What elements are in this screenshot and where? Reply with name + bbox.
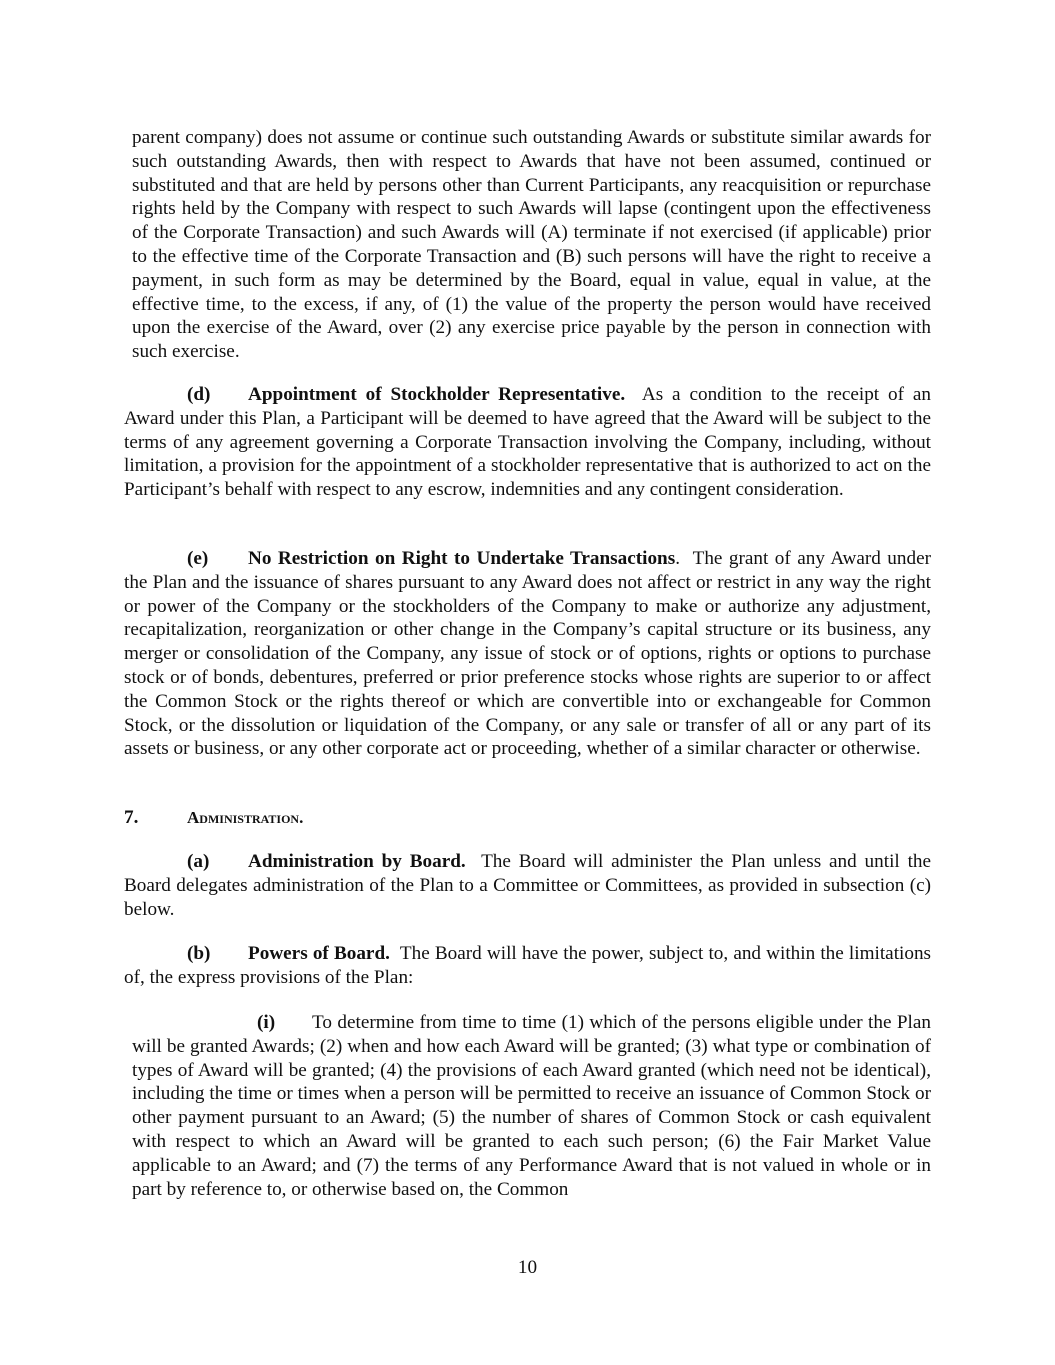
paragraph-section-a	[124, 850, 931, 921]
continuation-paragraph: parent company) does not assume or continue such outstanding Awards or substitute similar awards for such outstanding Awards, then with respect to Awards that have not been assumed, continued or substituted and that are held by persons other than Current Participants, any reacquisition or repurchase rights held by the Company with respect to such Awards will lapse (contingent upon the effectiveness of the Corporate Transaction) and such Awards will (A) terminate if not exercised (if applicable) prior to the effective time of the Corporate Transaction and (B) such persons will have the right to receive a payment, in such form as may be determined by the Board, equal in value, equal in value, at the effective time, to the excess, if any, of (1) the value of the property the person would have received upon the exercise of the Award, over (2) any exercise price payable by the person in connection with such exercise.	[132, 127, 931, 363]
section-e-number: (e)	[187, 548, 209, 569]
paragraph-section-b	[124, 942, 931, 990]
section-7-title: Administration.	[187, 808, 304, 827]
section-7-heading	[124, 806, 303, 830]
paragraph-section-i	[132, 1011, 931, 1201]
section-e-body: The grant of any Award under the Plan and the issuance of shares pursuant to any Award does not affect or restrict in any way the right or power of the Company or the stockholders of the Company to make or authorize any adjustment, recapitalization, reorganization or other change in the Company’s capital structure or its business, any merger or consolidation of the Company, any issue of stock or of options, rights or options to purchase stock or of bonds, debentures, preferred or prior preference stocks whose rights are superior to or affect the Common Stock or the rights thereof or which are convertible into or exchangeable for Common Stock, or the dissolution or liquidation of the Company, or any sale or transfer of all or any part of its assets or business, or any other corporate act or proceeding, whether of a similar character or otherwise.	[124, 548, 931, 760]
section-7-number: 7.	[124, 807, 139, 828]
section-b-heading: Powers of Board.	[248, 943, 390, 964]
section-d-number: (d)	[187, 384, 211, 405]
section-i-body: To determine from time to time (1) which of the persons eligible under the Plan will be granted Awards; (2) when and how each Award will be granted; (3) what type or combination of types of Award will be granted; (4) the provisions of each Award granted (which need not be identical), including the time or times when a person will be permitted to receive an issuance of Common Stock or other payment pursuant to an Award; (5) the number of shares of Common Stock or cash equivalent with respect to which an Award will be granted to each such person; (6) the Fair Market Value applicable to an Award; and (7) the terms of any Performance Award that is not valued in whole or in part by reference to, or otherwise based on, the Common	[132, 1012, 931, 1200]
section-a-body: The Board will administer the Plan unless and until the Board delegates administration of the Plan to a Committee or Committees, as provided in subsection (c) below.	[124, 851, 932, 920]
section-d-heading: Appointment of Stockholder Representative.	[248, 384, 626, 405]
paragraph-section-e	[124, 547, 931, 761]
section-e-heading: No Restriction on Right to Undertake Transactions	[248, 548, 676, 569]
section-b-number: (b)	[187, 943, 211, 964]
page-number: 10	[517, 1257, 538, 1278]
paragraph-section-d	[124, 383, 931, 502]
section-a-number: (a)	[187, 851, 210, 872]
section-i-number: (i)	[257, 1012, 276, 1033]
section-d-body: As a condition to the receipt of an Award under this Plan, a Participant will be deemed to have agreed that the Award will be subject to the terms of any agreement governing a Corporate Transaction involving the Company, including, without limitation, a provision for the appointment of a stockholder representative that is authorized to act on the Participant’s behalf with respect to any escrow, indemnities and any contingent consideration.	[124, 384, 931, 501]
section-e-heading-punct: .	[675, 548, 680, 569]
section-a-heading: Administration by Board.	[248, 851, 466, 872]
section-b-body: The Board will have the power, subject to, and within the limitations of, the express provisions of the Plan:	[124, 943, 932, 988]
